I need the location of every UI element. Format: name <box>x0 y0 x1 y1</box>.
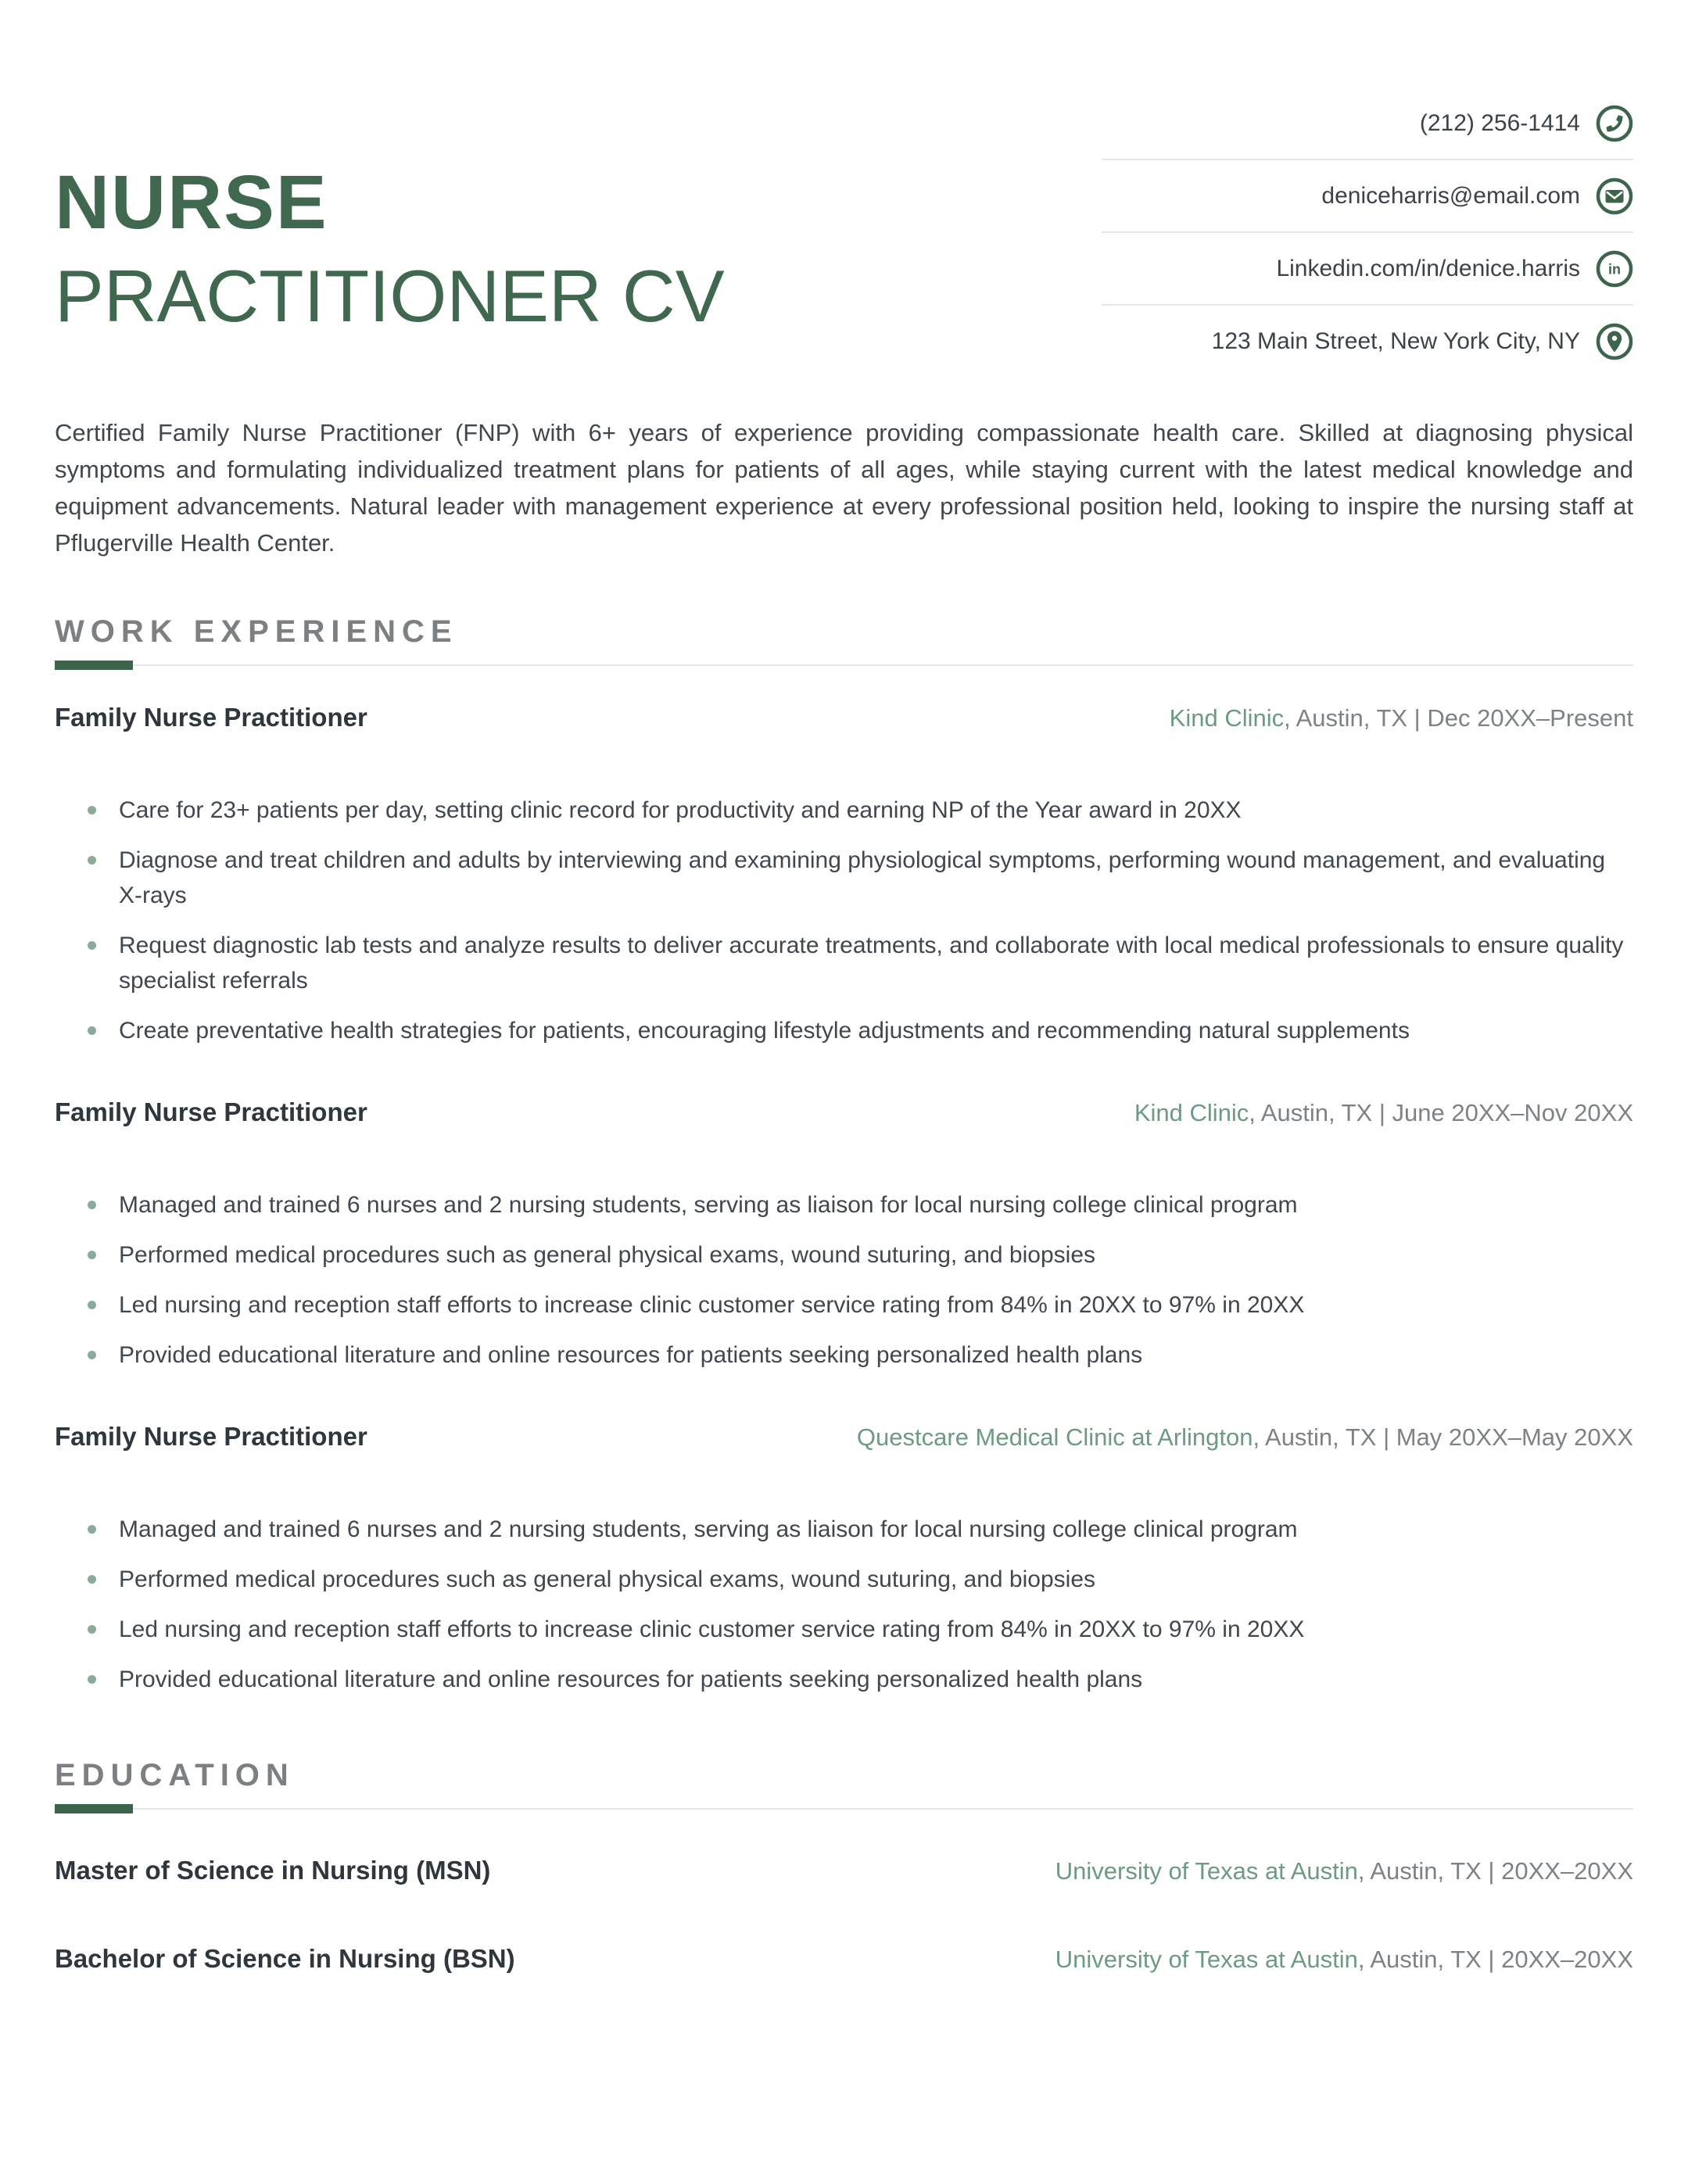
bullet-item: Diagnose and treat children and adults by interviewing and examining physiological symptoms, performing wound management, and evaluating X-rays <box>55 843 1633 913</box>
job-2-title: Family Nurse Practitioner <box>55 1097 367 1126</box>
page-title <box>55 159 725 337</box>
job-3-location-dates: , Austin, TX | May 20XX–May 20XX <box>1253 1423 1633 1451</box>
phone-icon <box>1596 105 1633 142</box>
bullet-item: Create preventative health strategies for patients, encouraging lifestyle adjustments and recommending natural supplements <box>55 1013 1633 1048</box>
degree-2-meta <box>1055 1944 1633 1975</box>
job-1-bullets <box>55 793 1633 1048</box>
degree-2-title: Bachelor of Science in Nursing (BSN) <box>55 1944 515 1973</box>
svg-text:in: in <box>1608 261 1621 277</box>
email-icon <box>1596 177 1633 215</box>
job-1-meta <box>1170 703 1633 734</box>
section-divider <box>55 664 1633 666</box>
education-entry-1 <box>55 1855 1633 1887</box>
job-1-title: Family Nurse Practitioner <box>55 703 367 732</box>
header <box>0 0 1688 377</box>
title-line-1: NURSE <box>55 159 328 245</box>
degree-1-location-dates: , Austin, TX | 20XX–20XX <box>1357 1857 1633 1885</box>
job-3-title: Family Nurse Practitioner <box>55 1422 367 1451</box>
bullet-item: Managed and trained 6 nurses and 2 nursing students, serving as liaison for local nursing college clinical program <box>55 1187 1633 1223</box>
education-entry-2 <box>55 1943 1633 1975</box>
work-experience-heading: WORK EXPERIENCE <box>55 614 458 649</box>
job-3-header <box>55 1421 1633 1453</box>
section-divider <box>55 1808 1633 1810</box>
job-entry-1 <box>55 702 1633 1048</box>
bullet-item: Performed medical procedures such as general physical exams, wound suturing, and biopsies <box>55 1562 1633 1597</box>
job-entry-2 <box>55 1097 1633 1373</box>
degree-2-location-dates: , Austin, TX | 20XX–20XX <box>1357 1946 1633 1973</box>
bullet-item: Provided educational literature and online resources for patients seeking personalized health plans <box>55 1662 1633 1697</box>
bullet-item: Led nursing and reception staff efforts to increase clinic customer service rating from 84% in 20XX to 97% in 20XX <box>55 1287 1633 1323</box>
job-3-meta <box>857 1422 1633 1453</box>
job-1-location-dates: , Austin, TX | Dec 20XX–Present <box>1284 704 1633 732</box>
summary-paragraph: Certified Family Nurse Practitioner (FNP) with 6+ years of experience providing compassionate health care. Skilled at diagnosing physical symptoms and formulating individualized treatment plans for patients of all ages, while staying current with the latest medical knowledge and equipment advancements. Natural leader with management experience at every professional position held, looking to inspire the nursing staff at Pflugerville Health Center. <box>55 419 1633 557</box>
education-heading: EDUCATION <box>55 1758 295 1792</box>
contact-row-address <box>1102 304 1633 377</box>
degree-2-school: University of Texas at Austin <box>1055 1946 1358 1973</box>
bullet-item: Led nursing and reception staff efforts to increase clinic customer service rating from 84% in 20XX to 97% in 20XX <box>55 1612 1633 1647</box>
linkedin-url: Linkedin.com/in/denice.harris <box>1276 255 1580 281</box>
linkedin-icon <box>1596 250 1633 288</box>
bullet-item: Request diagnostic lab tests and analyze results to deliver accurate treatments, and collaborate with local medical professionals to ensure quality specialist referrals <box>55 928 1633 998</box>
divider-accent-bar <box>55 1804 133 1813</box>
bullet-item: Performed medical procedures such as general physical exams, wound suturing, and biopsies <box>55 1237 1633 1273</box>
job-1-company: Kind Clinic <box>1169 704 1285 732</box>
job-2-location-dates: , Austin, TX | June 20XX–Nov 20XX <box>1249 1099 1633 1126</box>
section-work-experience <box>55 616 1633 1697</box>
contact-row-linkedin <box>1102 231 1633 304</box>
job-1-header <box>55 702 1633 734</box>
bullet-item: Care for 23+ patients per day, setting clinic record for productivity and earning NP of the Year award in 20XX <box>55 793 1633 828</box>
job-2-company: Kind Clinic <box>1134 1099 1249 1126</box>
job-2-meta <box>1134 1097 1633 1129</box>
contact-row-email <box>1102 159 1633 231</box>
divider-accent-bar <box>55 661 133 670</box>
job-2-bullets <box>55 1187 1633 1373</box>
job-3-company: Questcare Medical Clinic at Arlington <box>856 1423 1253 1451</box>
section-education <box>55 1760 1633 1975</box>
job-3-bullets <box>55 1512 1633 1697</box>
email-address: deniceharris@email.com <box>1321 182 1580 209</box>
degree-1-meta <box>1055 1856 1633 1887</box>
bullet-item: Provided educational literature and online resources for patients seeking personalized health plans <box>55 1337 1633 1373</box>
job-entry-3 <box>55 1421 1633 1697</box>
bullet-item: Managed and trained 6 nurses and 2 nursing students, serving as liaison for local nursing college clinical program <box>55 1512 1633 1547</box>
title-line-2: PRACTITIONER CV <box>55 255 725 337</box>
job-2-header <box>55 1097 1633 1129</box>
phone-number: (212) 256-1414 <box>1419 109 1580 136</box>
street-address: 123 Main Street, New York City, NY <box>1211 328 1580 354</box>
contact-row-phone <box>1102 88 1633 159</box>
contact-block <box>1102 88 1633 377</box>
degree-1-school: University of Texas at Austin <box>1055 1857 1358 1885</box>
degree-1-title: Master of Science in Nursing (MSN) <box>55 1856 491 1885</box>
location-icon <box>1596 323 1633 360</box>
